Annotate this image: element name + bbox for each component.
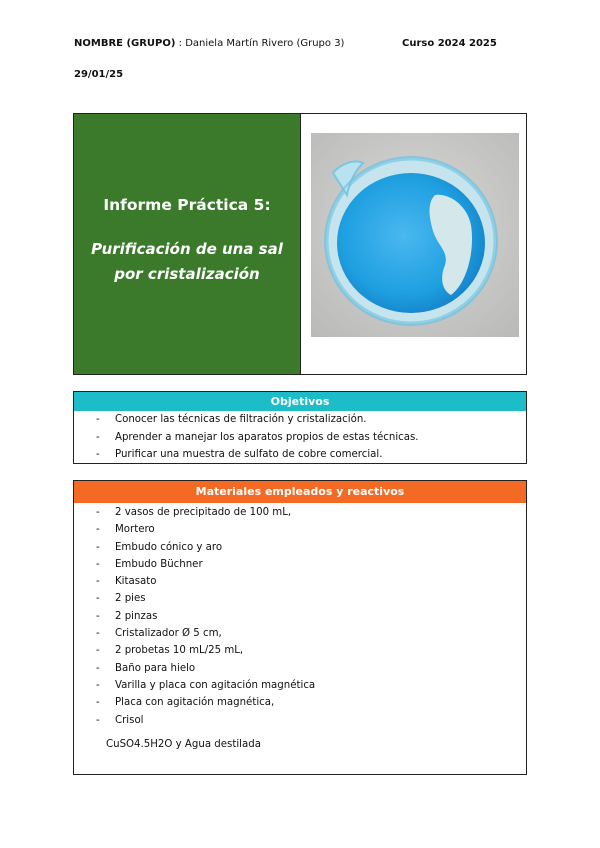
list-item: - Purificar una muestra de sulfato de cobre comercial.: [96, 449, 383, 460]
cover-title-panel: [74, 114, 301, 374]
list-item: - Conocer las técnicas de filtración y cristalización.: [96, 414, 367, 425]
list-item: - 2 pies: [96, 593, 146, 605]
list-item: - Baño para hielo: [96, 662, 196, 674]
list-item: - Varilla y placa con agitación magnética: [96, 679, 316, 691]
materials-box: [73, 480, 527, 775]
report-title: Informe Práctica 5:: [103, 196, 271, 214]
list-item: - Aprender a manejar los aparatos propios de estas técnicas.: [96, 431, 419, 443]
name-value: : Daniela Martín Rivero (Grupo 3): [175, 38, 345, 49]
list-item: - Crisol: [96, 714, 144, 726]
objectives-list: [74, 411, 526, 464]
list-item: - 2 vasos de precipitado de 100 mL,: [96, 507, 292, 518]
list-item: - Cristalizador Ø 5 cm,: [96, 628, 222, 640]
materials-heading: Materiales empleados y reactivos: [74, 481, 526, 503]
date-label: 29/01/25: [74, 69, 124, 80]
list-item: - 2 probetas 10 mL/25 mL,: [96, 645, 244, 657]
course-label: Curso 2024 2025: [402, 38, 497, 49]
reactives-text: CuSO4.5H2O y Agua destilada: [106, 739, 261, 750]
cover-box: [73, 113, 527, 375]
list-item: - Embudo cónico y aro: [96, 541, 223, 553]
list-item: - 2 pinzas: [96, 610, 158, 622]
objectives-heading: Objetivos: [74, 392, 526, 411]
list-item: - Placa con agitación magnética,: [96, 697, 275, 709]
report-subtitle: Purificación de una sal por cristalización: [91, 240, 283, 283]
list-item: - Kitasato: [96, 576, 157, 588]
list-item: - Mortero: [96, 524, 155, 536]
name-label: NOMBRE (GRUPO): [74, 38, 176, 49]
beaker-photo: [311, 133, 519, 337]
list-item: - Embudo Büchner: [96, 558, 203, 570]
materials-list: [74, 504, 526, 729]
objectives-box: [73, 391, 527, 464]
